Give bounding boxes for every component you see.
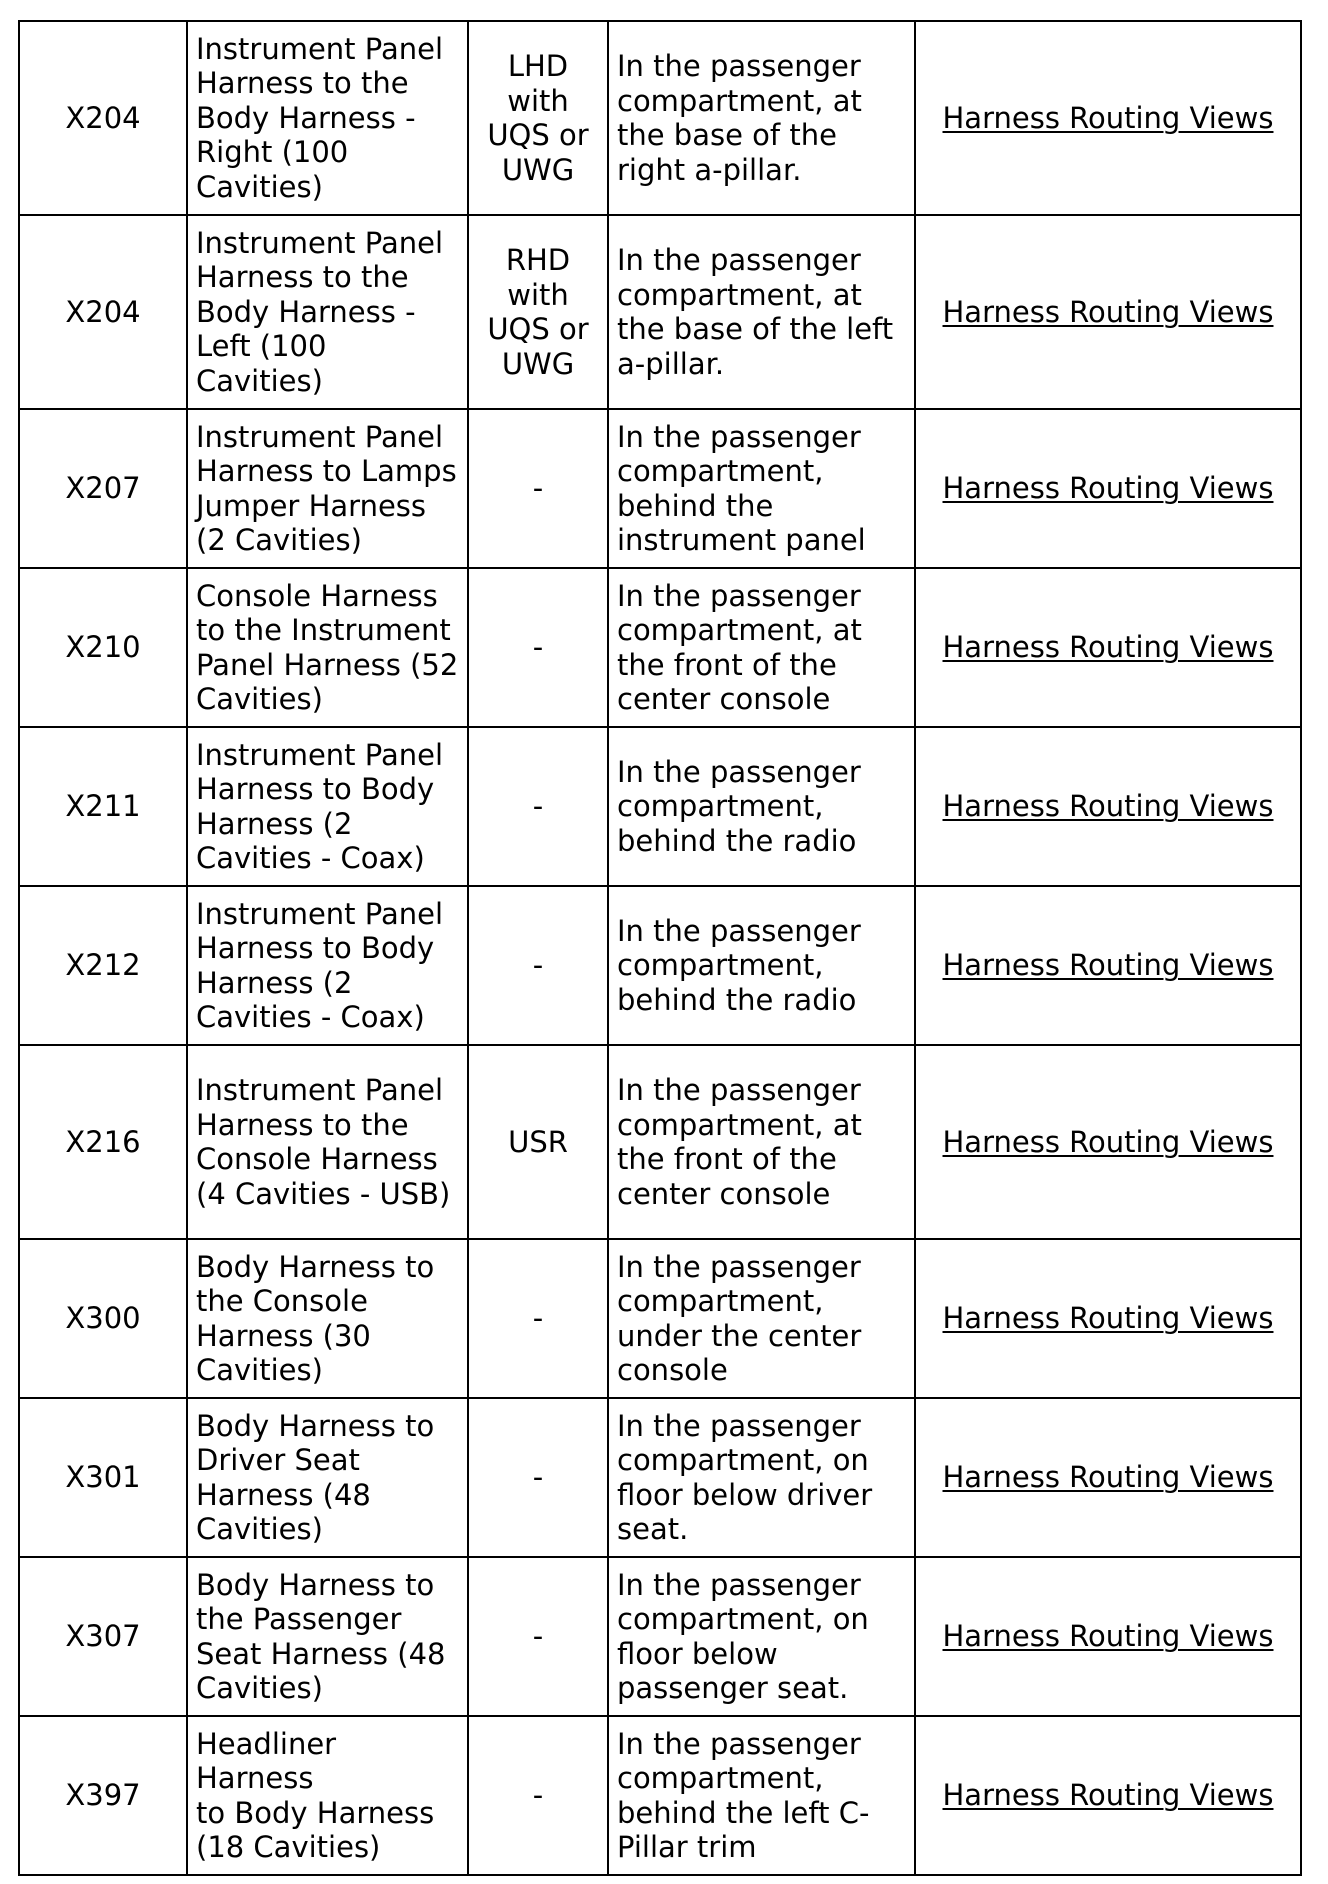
harness-routing-views-link[interactable]: Harness Routing Views — [942, 294, 1274, 329]
harness-routing-views-link[interactable]: Harness Routing Views — [942, 789, 1274, 824]
connector-description-cell: Console Harness to the Instrument Panel Harness (52 Cavities) — [187, 568, 468, 727]
routing-link-cell — [915, 1239, 1301, 1398]
table-row — [19, 1398, 1301, 1557]
connector-option-cell: - — [468, 1398, 608, 1557]
connector-table-container — [18, 20, 1300, 1876]
connector-location-cell: In the passenger compartment, at the front of the center console — [608, 568, 915, 727]
connector-option-cell: - — [468, 1239, 608, 1398]
harness-routing-views-link[interactable]: Harness Routing Views — [942, 1778, 1274, 1813]
connector-table — [18, 20, 1302, 1876]
connector-description-cell: Instrument Panel Harness to the Body Harness - Left (100 Cavities) — [187, 215, 468, 409]
harness-routing-views-link[interactable]: Harness Routing Views — [942, 100, 1274, 135]
harness-routing-views-link[interactable]: Harness Routing Views — [942, 948, 1274, 983]
connector-description-cell: Instrument Panel Harness to Body Harness (2 Cavities - Coax) — [187, 886, 468, 1045]
connector-location-cell: In the passenger compartment, on floor below driver seat. — [608, 1398, 915, 1557]
connector-location-cell: In the passenger compartment, behind the instrument panel — [608, 409, 915, 568]
connector-option-cell: - — [468, 568, 608, 727]
routing-link-cell — [915, 1716, 1301, 1875]
connector-option-cell: - — [468, 886, 608, 1045]
routing-link-cell — [915, 1045, 1301, 1239]
harness-routing-views-link[interactable]: Harness Routing Views — [942, 1619, 1274, 1654]
table-row — [19, 409, 1301, 568]
table-row — [19, 1045, 1301, 1239]
connector-location-cell: In the passenger compartment, behind the radio — [608, 727, 915, 886]
connector-option-cell: - — [468, 727, 608, 886]
connector-id-cell: X212 — [19, 886, 187, 1045]
table-row — [19, 1557, 1301, 1716]
connector-id-cell: X307 — [19, 1557, 187, 1716]
connector-location-cell: In the passenger compartment, behind the left C- Pillar trim — [608, 1716, 915, 1875]
harness-routing-views-link[interactable]: Harness Routing Views — [942, 1460, 1274, 1495]
connector-description-cell: Instrument Panel Harness to Lamps Jumper Harness (2 Cavities) — [187, 409, 468, 568]
connector-description-cell: Body Harness to the Passenger Seat Harness (48 Cavities) — [187, 1557, 468, 1716]
table-row — [19, 215, 1301, 409]
table-row — [19, 568, 1301, 727]
connector-location-cell: In the passenger compartment, at the front of the center console — [608, 1045, 915, 1239]
table-row — [19, 1716, 1301, 1875]
connector-id-cell: X300 — [19, 1239, 187, 1398]
connector-location-cell: In the passenger compartment, on floor below passenger seat. — [608, 1557, 915, 1716]
routing-link-cell — [915, 1557, 1301, 1716]
connector-location-cell: In the passenger compartment, at the base of the left a-pillar. — [608, 215, 915, 409]
connector-id-cell: X216 — [19, 1045, 187, 1239]
harness-routing-views-link[interactable]: Harness Routing Views — [942, 1301, 1274, 1336]
connector-id-cell: X210 — [19, 568, 187, 727]
routing-link-cell — [915, 409, 1301, 568]
connector-description-cell: Instrument Panel Harness to the Console Harness (4 Cavities - USB) — [187, 1045, 468, 1239]
connector-option-cell: LHD with UQS or UWG — [468, 21, 608, 215]
connector-id-cell: X301 — [19, 1398, 187, 1557]
connector-id-cell: X211 — [19, 727, 187, 886]
connector-option-cell: - — [468, 409, 608, 568]
table-row — [19, 727, 1301, 886]
table-row — [19, 886, 1301, 1045]
connector-option-cell: RHD with UQS or UWG — [468, 215, 608, 409]
routing-link-cell — [915, 215, 1301, 409]
connector-id-cell: X204 — [19, 21, 187, 215]
table-row — [19, 21, 1301, 215]
connector-description-cell: Instrument Panel Harness to Body Harness (2 Cavities - Coax) — [187, 727, 468, 886]
connector-id-cell: X397 — [19, 1716, 187, 1875]
connector-table-body — [19, 21, 1301, 1875]
connector-id-cell: X204 — [19, 215, 187, 409]
connector-id-cell: X207 — [19, 409, 187, 568]
routing-link-cell — [915, 1398, 1301, 1557]
harness-routing-views-link[interactable]: Harness Routing Views — [942, 1124, 1274, 1159]
harness-routing-views-link[interactable]: Harness Routing Views — [942, 630, 1274, 665]
routing-link-cell — [915, 21, 1301, 215]
routing-link-cell — [915, 727, 1301, 886]
connector-location-cell: In the passenger compartment, behind the radio — [608, 886, 915, 1045]
connector-option-cell: - — [468, 1716, 608, 1875]
connector-description-cell: Body Harness to the Console Harness (30 Cavities) — [187, 1239, 468, 1398]
connector-description-cell: Instrument Panel Harness to the Body Harness - Right (100 Cavities) — [187, 21, 468, 215]
connector-option-cell: USR — [468, 1045, 608, 1239]
harness-routing-views-link[interactable]: Harness Routing Views — [942, 471, 1274, 506]
connector-option-cell: - — [468, 1557, 608, 1716]
connector-description-cell: Headliner Harness to Body Harness (18 Cavities) — [187, 1716, 468, 1875]
connector-location-cell: In the passenger compartment, at the base of the right a-pillar. — [608, 21, 915, 215]
routing-link-cell — [915, 886, 1301, 1045]
connector-description-cell: Body Harness to Driver Seat Harness (48 Cavities) — [187, 1398, 468, 1557]
routing-link-cell — [915, 568, 1301, 727]
connector-location-cell: In the passenger compartment, under the center console — [608, 1239, 915, 1398]
table-row — [19, 1239, 1301, 1398]
